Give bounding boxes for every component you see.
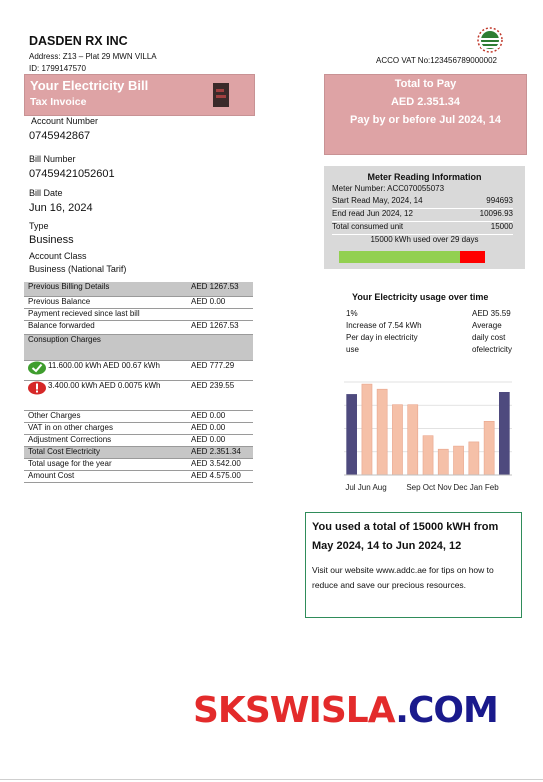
billing-row-label: Other Charges <box>28 410 81 420</box>
meter-row-value: 10096.93 <box>479 209 513 218</box>
billing-row-label: 11.600.00 kWh AED 00.67 kWh <box>48 360 160 370</box>
usage-right-line: Average <box>472 321 502 330</box>
meter-number-text: Meter Number: ACC070055073 <box>332 184 445 193</box>
billing-row-label-cell <box>24 470 187 482</box>
usage-bar-chart <box>338 378 518 498</box>
billing-row-amount: AED 0.00 <box>187 296 253 308</box>
bill-number-label: Bill Number <box>29 154 76 164</box>
usage-increase-block <box>346 308 446 356</box>
billing-row-label: Previous Billing Details <box>28 282 110 291</box>
billing-row <box>24 308 253 320</box>
billing-row <box>24 446 253 458</box>
chart-bar <box>408 405 418 475</box>
billing-row-amount <box>187 334 253 360</box>
company-id: ID: 1799147570 <box>29 64 86 73</box>
check-icon <box>28 361 46 375</box>
billing-row-label-cell <box>24 422 187 434</box>
account-class-value: Business (National Tarif) <box>29 264 127 274</box>
usage-left-line: Increase of 7.54 kWh <box>346 321 422 330</box>
meter-row-label: Start Read May, 2024, 14 <box>332 196 423 205</box>
chart-bar <box>347 394 357 475</box>
usage-summary-body: Visit our website www.addc.ae for tips on how to reduce and save our precious resources. <box>312 565 494 590</box>
chart-bar <box>484 421 494 475</box>
chart-bar <box>469 442 479 475</box>
meter-row <box>332 222 513 235</box>
billing-table <box>24 282 253 483</box>
chart-tick-label: Dec Jan Feb <box>453 483 499 492</box>
chart-tick-label: Sep Oct Nov <box>406 483 452 492</box>
meter-row-value: 15000 <box>490 222 513 231</box>
billing-row-label-cell <box>24 434 187 446</box>
billing-row <box>24 296 253 308</box>
billing-row-label: 3.400.00 kWh AED 0.0075 kWh <box>48 380 161 390</box>
billing-row-amount: AED 0.00 <box>187 410 253 422</box>
chart-bar <box>499 392 509 475</box>
company-address: Address: Z13 – Plat 29 MWN VILLA <box>29 52 157 61</box>
bill-date-label: Bill Date <box>29 188 63 198</box>
billing-row <box>24 282 253 296</box>
total-to-pay-label: Total to Pay <box>394 78 457 90</box>
site-watermark <box>193 690 498 731</box>
billing-row-amount: AED 1267.53 <box>187 282 253 296</box>
pdf-icon[interactable] <box>211 83 231 107</box>
meter-number <box>332 184 513 196</box>
billing-row <box>24 320 253 334</box>
billing-row-amount: AED 239.55 <box>187 380 253 410</box>
usage-left-line: Per day in electricity <box>346 333 418 342</box>
usage-summary-headline: You used a total of 15000 kWH from May 2024, 14 to Jun 2024, 12 <box>312 521 499 552</box>
type-value: Business <box>29 234 74 246</box>
billing-row-amount: AED 0.00 <box>187 422 253 434</box>
type-label: Type <box>29 221 49 231</box>
billing-row <box>24 410 253 422</box>
vat-number: ACCO VAT No:123456789000002 <box>376 56 497 65</box>
meter-reading-panel <box>324 166 525 269</box>
billing-row-amount <box>187 308 253 320</box>
meter-row-label: End read Jun 2024, 12 <box>332 209 413 218</box>
billing-row-amount: AED 1267.53 <box>187 320 253 334</box>
usage-right-line: daily cost <box>472 333 506 342</box>
billing-row-label: Consuption Charges <box>28 334 101 344</box>
billing-row-label-cell <box>24 296 187 308</box>
billing-row-label: Previous Balance <box>28 296 91 306</box>
account-class-label: Account Class <box>29 251 87 261</box>
site-name: SKSWISLA <box>193 690 396 731</box>
bill-title: Your Electricity Bill <box>30 78 149 93</box>
bill-number-value: 07459421052601 <box>29 168 115 180</box>
billing-row-label-cell <box>24 308 187 320</box>
billing-row <box>24 360 253 380</box>
billing-row-label-cell <box>24 380 187 410</box>
usage-right-line: ofelectricity <box>472 345 513 354</box>
usage-cost-block <box>472 308 532 356</box>
total-to-pay-amount: AED 2.351.34 <box>390 96 461 108</box>
billing-row-label-cell <box>24 410 187 422</box>
site-domain: .COM <box>395 690 498 731</box>
billing-row-amount: AED 777.29 <box>187 360 253 380</box>
billing-row-amount: AED 0.00 <box>187 434 253 446</box>
billing-row-label-cell <box>24 282 187 296</box>
bill-date-value: Jun 16, 2024 <box>29 202 93 214</box>
footer-divider <box>0 779 543 780</box>
meter-row-label: Total consumed unit <box>332 222 404 231</box>
billing-row-amount: AED 2.351.34 <box>187 446 253 458</box>
account-number-value: 0745942867 <box>29 130 91 142</box>
billing-row <box>24 434 253 446</box>
pay-due-date: Pay by or before Jul 2024, 14 <box>349 114 502 126</box>
billing-row <box>24 470 253 482</box>
chart-bar <box>438 449 448 475</box>
chart-tick-label: Jul Jun Aug <box>345 483 387 492</box>
billing-row-label: Total Cost Electricity <box>28 446 101 456</box>
account-number-label: Account Number <box>31 116 99 126</box>
billing-row-label: Balance forwarded <box>28 320 95 330</box>
company-name: DASDEN RX INC <box>29 34 128 48</box>
chart-bar <box>362 384 372 475</box>
usage-summary-box <box>305 512 522 618</box>
utility-logo-icon <box>475 25 505 53</box>
billing-row-label-cell <box>24 360 187 380</box>
billing-row <box>24 458 253 470</box>
billing-row-label: Adjustment Corrections <box>28 434 112 444</box>
billing-row-label-cell <box>24 446 187 458</box>
billing-row-label: Total usage for the year <box>28 458 112 468</box>
billing-row-label-cell <box>24 320 187 334</box>
meter-usage-note: 15000 kWh used over 29 days <box>370 235 479 244</box>
chart-bar <box>392 405 402 475</box>
billing-row-amount: AED 3.542.00 <box>187 458 253 470</box>
usage-bar-green <box>339 251 460 263</box>
chart-bar <box>377 389 387 475</box>
usage-title: Your Electricity usage over time <box>352 292 489 302</box>
chart-bar <box>454 446 464 475</box>
billing-row-label-cell <box>24 334 187 360</box>
billing-row-label-cell <box>24 458 187 470</box>
bill-header-box <box>24 74 255 116</box>
usage-bar-red <box>460 251 485 263</box>
alert-icon <box>28 381 46 395</box>
usage-left-line: 1% <box>346 309 358 318</box>
meter-row <box>332 196 513 209</box>
meter-row-value: 994693 <box>486 196 513 205</box>
meter-title: Meter Reading Information <box>367 172 482 182</box>
tax-invoice-label: Tax Invoice <box>30 96 87 108</box>
billing-row <box>24 334 253 360</box>
billing-row-label: VAT in on other charges <box>28 422 113 432</box>
billing-row <box>24 380 253 410</box>
chart-bar <box>423 436 433 475</box>
usage-right-line: AED 35.59 <box>472 309 511 318</box>
billing-row <box>24 422 253 434</box>
billing-row-amount: AED 4.575.00 <box>187 470 253 482</box>
meter-row <box>332 209 513 222</box>
billing-row-label: Payment recieved since last bill <box>28 308 140 318</box>
total-to-pay-box <box>324 74 527 155</box>
billing-row-label: Amount Cost <box>28 470 75 480</box>
usage-left-line: use <box>346 345 359 354</box>
